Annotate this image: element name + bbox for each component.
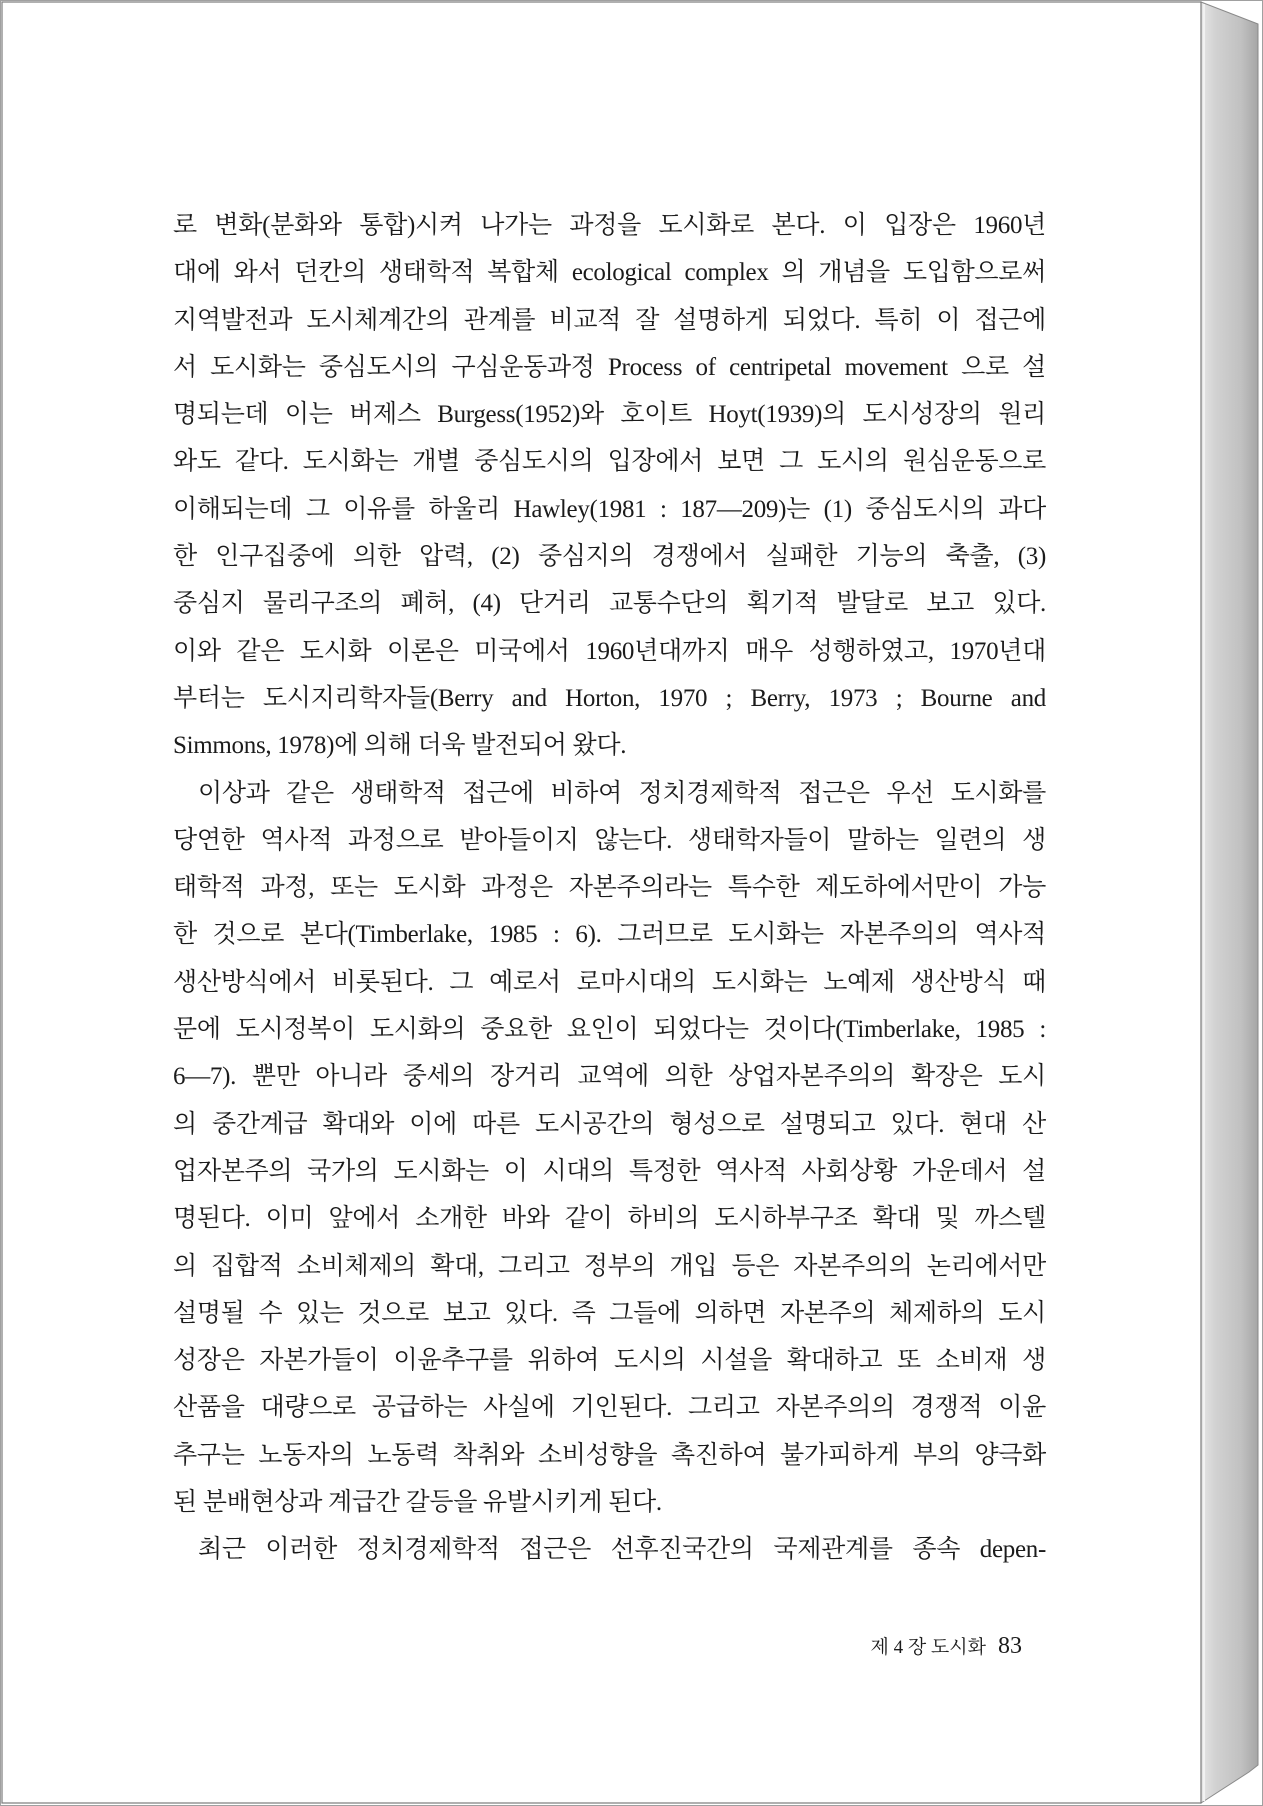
text-line: 6—7). 뿐만 아니라 중세의 장거리 교역에 의한 상업자본주의의 확장은 도시 (173, 1063, 1046, 1091)
text-line: 서 도시화는 중심도시의 구심운동과정 Process of centripetal movement 으로 설 (173, 353, 1046, 381)
page-stack-edge (1201, 2, 1258, 1803)
text-line: 된 분배현상과 계급간 갈등을 유발시키게 된다. (173, 1489, 662, 1517)
chapter-title: 제 4 장 도시화 (870, 1637, 986, 1658)
text-line: 태학적 과정, 또는 도시화 과정은 자본주의라는 특수한 제도하에서만이 가능 (173, 874, 1046, 902)
body-text (173, 202, 1046, 1574)
text-line: 생산방식에서 비롯된다. 그 예로서 로마시대의 도시화는 노예제 생산방식 때 (173, 968, 1046, 996)
page-footer (820, 1628, 1022, 1664)
text-line: 지역발전과 도시체계간의 관계를 비교적 잘 설명하게 되었다. 특히 이 접근에 (173, 306, 1046, 334)
text-line: Simmons, 1978)에 의해 더욱 발전되어 왔다. (173, 732, 627, 760)
text-line: 한 인구집중에 의한 압력, (2) 중심지의 경쟁에서 실패한 기능의 축출, (3) (173, 543, 1046, 571)
text-line: 부터는 도시지리학자들(Berry and Horton, 1970 ; Berry, 1973 ; Bourne and (173, 684, 1046, 712)
text-line: 당연한 역사적 과정으로 받아들이지 않는다. 생태학자들이 말하는 일련의 생 (173, 826, 1046, 854)
text-line: 이와 같은 도시화 이론은 미국에서 1960년대까지 매우 성행하였고, 1970년대 (173, 637, 1046, 665)
text-line: 이해되는데 그 이유를 하울리 Hawley(1981 : 187—209)는 (1) 중심도시의 과다 (173, 495, 1046, 523)
text-line: 대에 와서 던칸의 생태학적 복합체 ecological complex 의 개념을 도입함으로써 (173, 259, 1046, 287)
paragraph (173, 202, 1046, 770)
page-number: 83 (998, 1633, 1022, 1659)
text-line: 산품을 대량으로 공급하는 사실에 기인된다. 그리고 자본주의의 경쟁적 이윤 (173, 1394, 1046, 1422)
text-line: 중심지 물리구조의 폐허, (4) 단거리 교통수단의 획기적 발달로 보고 있다. (173, 590, 1046, 618)
text-line: 이상과 같은 생태학적 접근에 비하여 정치경제학적 접근은 우선 도시화를 (198, 779, 1046, 807)
text-line: 와도 같다. 도시화는 개별 중심도시의 입장에서 보면 그 도시의 원심운동으로 (173, 448, 1046, 476)
paragraph (173, 1526, 1046, 1573)
text-line: 성장은 자본가들이 이윤추구를 위하여 도시의 시설을 확대하고 또 소비재 생 (173, 1347, 1046, 1375)
text-line: 최근 이러한 정치경제학적 접근은 선후진국간의 국제관계를 종속 depen- (198, 1536, 1046, 1564)
text-line: 한 것으로 본다(Timberlake, 1985 : 6). 그러므로 도시화는 자본주의의 역사적 (173, 921, 1046, 949)
text-line: 의 중간계급 확대와 이에 따른 도시공간의 형성으로 설명되고 있다. 현대 산 (173, 1110, 1046, 1138)
text-line: 명된다. 이미 앞에서 소개한 바와 같이 하비의 도시하부구조 확대 및 까스텔 (173, 1205, 1046, 1233)
text-line: 명되는데 이는 버제스 Burgess(1952)와 호이트 Hoyt(1939)의 도시성장의 원리 (173, 401, 1046, 429)
text-line: 로 변화(분화와 통합)시켜 나가는 과정을 도시화로 본다. 이 입장은 1960년 (173, 212, 1046, 239)
text-line: 문에 도시정복이 도시화의 중요한 요인이 되었다는 것이다(Timberlake, 1985 : (173, 1016, 1046, 1044)
paragraph (173, 770, 1046, 1527)
text-line: 설명될 수 있는 것으로 보고 있다. 즉 그들에 의하면 자본주의 체제하의 도시 (173, 1299, 1046, 1327)
text-line: 의 집합적 소비체제의 확대, 그리고 정부의 개입 등은 자본주의의 논리에서만 (173, 1252, 1046, 1280)
text-line: 추구는 노동자의 노동력 착취와 소비성향을 촉진하여 불가피하게 부의 양극화 (173, 1441, 1046, 1469)
text-line: 업자본주의 국가의 도시화는 이 시대의 특정한 역사적 사회상황 가운데서 설 (173, 1157, 1046, 1185)
